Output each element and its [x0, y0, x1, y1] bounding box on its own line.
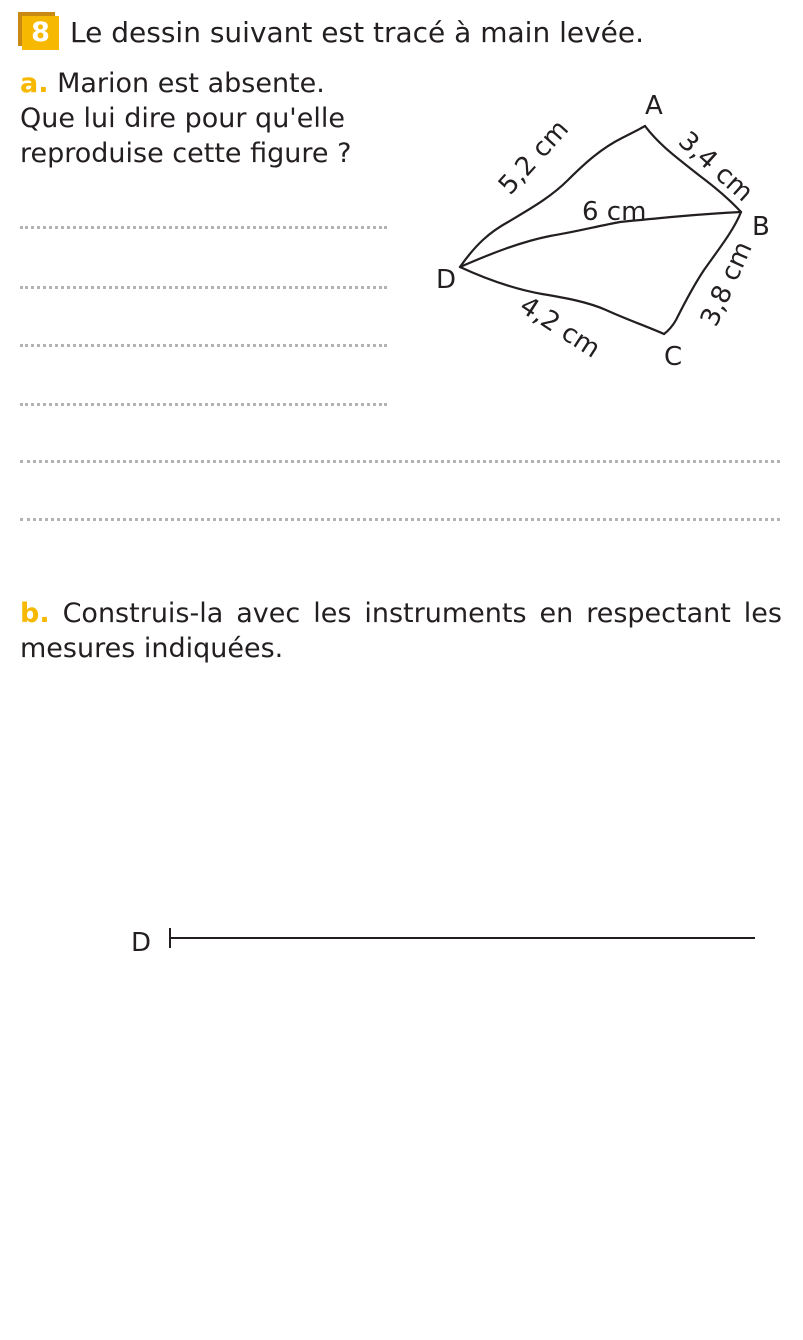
question-b-text: Construis-la avec les instruments en respectant les mesures indiquées.: [20, 598, 782, 664]
question-a-label: a.: [20, 68, 49, 99]
exercise-number-badge: 8: [22, 16, 59, 50]
length-bc-label: 3,8 cm: [694, 237, 759, 331]
question-a-line2: Que lui dire pour qu'elle: [20, 103, 345, 134]
question-a-line1: Marion est absente.: [57, 68, 325, 99]
question-b: [20, 596, 782, 666]
construction-point-d-label: D: [131, 928, 152, 958]
vertex-c-label: C: [664, 342, 683, 372]
vertex-a-label: A: [645, 91, 663, 121]
length-da-label: 5,2 cm: [492, 114, 575, 201]
exercise-title: Le dessin suivant est tracé à main levée.: [70, 16, 645, 49]
length-db-label: 6 cm: [582, 197, 647, 227]
length-dc-label: 4,2 cm: [514, 290, 606, 365]
question-a-line3: reproduise cette figure ?: [20, 138, 352, 169]
vertex-b-label: B: [752, 212, 770, 242]
question-b-label: b.: [20, 598, 50, 629]
length-ab-label: 3,4 cm: [672, 125, 759, 208]
vertex-d-label: D: [436, 265, 457, 295]
